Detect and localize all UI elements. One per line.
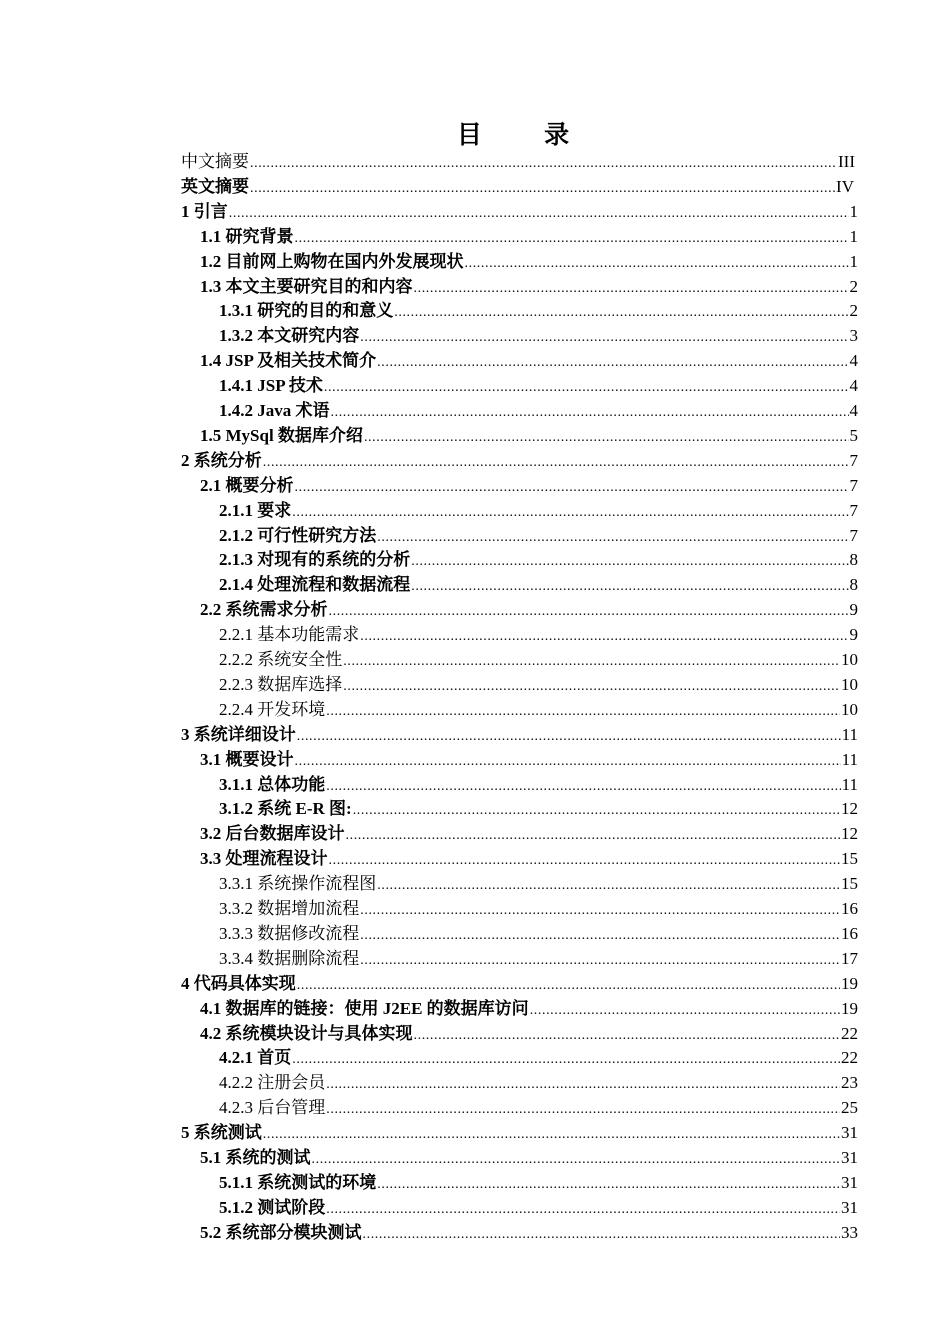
toc-entry-page: 16 [841,899,858,918]
toc-entry-label [200,425,363,447]
dot-leader [326,1097,840,1119]
toc-entry-label [219,1047,291,1069]
toc-entry-text: 处理流程和数据流程 [257,575,411,595]
toc-entry-label [181,450,262,472]
toc-entry-number: 4.2.1 [219,1048,253,1068]
toc-entry-label [181,724,296,746]
toc-entry-text: 要求 [257,500,292,520]
toc-entry-text: 引言 [193,201,228,221]
toc-entry[interactable] [219,397,858,422]
toc-entry[interactable] [219,696,858,721]
dot-leader [530,998,840,1020]
toc-entry-number: 3.2 [200,824,222,844]
toc-entry-text: 系统的测试 [225,1148,311,1167]
dot-leader [297,973,840,995]
toc-entry-text: 基本功能需求 [257,625,360,645]
toc-entry-label [181,973,296,995]
dot-leader [329,848,841,870]
toc-entry-label [200,251,464,273]
dot-leader [465,251,849,273]
dot-leader [331,400,849,422]
toc-entry[interactable] [181,447,858,472]
dot-leader [312,1147,841,1169]
toc-entry-number: 1.3.2 [219,326,253,346]
toc-entry-number: 5.2 [200,1222,222,1242]
toc-entry-number: 3 [181,724,190,744]
toc-entry-label [200,1222,362,1244]
dot-leader [295,475,849,497]
dot-leader [326,699,840,721]
toc-entry-label [219,400,330,422]
toc-entry-label [200,350,376,372]
toc-entry-page: 5 [849,425,858,445]
toc-entry-page: 4 [849,401,858,420]
toc-entry-text: 对现有的系统的分析 [257,550,411,570]
toc-entry-text: 后台管理 [257,1098,326,1118]
toc-entry[interactable] [219,895,858,920]
toc-entry-text: 系统详细设计 [193,724,296,744]
toc-entry-page: 31 [841,1148,858,1167]
toc-entry-number: 1.2 [200,251,222,271]
toc-entry-number: 3.1.1 [219,774,253,794]
toc-entry-number: 1.4.1 [219,376,253,396]
toc-entry-page: 31 [841,1123,858,1143]
toc-entry-number: 2.1.2 [219,525,253,545]
dot-leader [360,325,848,347]
toc-entry[interactable] [200,472,858,497]
dot-leader [324,375,849,397]
toc-entry-text: 注册会员 [257,1073,326,1093]
toc-entry-text: 系统安全性 [257,650,343,669]
toc-entry-label [219,525,376,547]
toc-entry[interactable] [219,1069,858,1094]
toc-entry[interactable] [219,522,858,547]
toc-entry-text: 处理流程设计 [225,849,328,869]
toc-entry-number: 4.2 [200,1023,222,1043]
dot-leader [292,1047,840,1069]
toc-entry-number: 4.2.2 [219,1073,253,1093]
toc-entry[interactable] [219,795,858,820]
toc-entry-page: 7 [849,450,858,470]
dot-leader [353,798,840,820]
toc-entry[interactable] [200,845,858,870]
dot-leader [411,574,848,596]
toc-entry[interactable] [219,671,858,696]
toc-entry-page: 22 [841,1023,858,1043]
toc-entry-page: 7 [849,500,858,520]
toc-entry-page: 22 [841,1048,858,1068]
toc-entry-label [181,201,228,223]
toc-entry-page: 17 [841,948,858,968]
toc-entry-text: 数据库的链接：使用 J2EE 的数据库访问 [225,998,529,1018]
toc-entry[interactable] [181,173,854,198]
toc-entry-page: 31 [841,1197,858,1217]
toc-entry-text: 数据增加流程 [257,899,360,918]
toc-entry-page: 15 [841,849,858,869]
toc-entry[interactable] [200,1020,858,1045]
toc-entry[interactable] [181,970,858,995]
toc-entry-text: 本文研究内容 [257,326,360,346]
toc-entry-number: 2.2.2 [219,650,253,669]
toc-entry-number: 5.1.1 [219,1172,253,1192]
toc-entry-number: 3.3.2 [219,899,253,918]
toc-entry-number: 1.3 [200,276,222,296]
dot-leader [377,350,848,372]
dot-leader [377,1172,840,1194]
toc-entry-label [181,151,249,173]
toc-entry-text: 开发环境 [257,699,326,719]
toc-entry-text: 研究背景 [225,226,294,246]
dot-leader [229,201,849,223]
toc-entry-number: 3.3.3 [219,923,253,943]
toc-entry-number: 2 [181,450,190,470]
toc-entry[interactable] [219,1094,858,1119]
toc-entry-text: 系统部分模块测试 [225,1222,362,1242]
toc-entry-page: 9 [849,625,858,645]
toc-entry-page: 33 [841,1222,858,1242]
toc-entry-page: 7 [849,525,858,545]
toc-entry-label [181,176,249,198]
toc-entry-number: 2.2.1 [219,625,253,645]
toc-entry-page: 23 [841,1073,858,1093]
toc-entry[interactable] [219,1194,858,1219]
toc-entry-page: 4 [849,351,858,371]
toc-entry[interactable] [200,223,858,248]
toc-entry[interactable] [200,1219,858,1244]
toc-entry[interactable] [200,1144,858,1169]
toc-entry-label [200,823,345,845]
dot-leader [364,425,849,447]
toc-entry-label [219,774,325,796]
toc-entry-number: 3.1 [200,749,222,769]
toc-entry-page: 12 [841,799,858,819]
toc-entry-number: 2.1 [200,475,222,495]
toc-entry-page: 9 [849,600,858,620]
toc-entry-number: 1.4 [200,351,222,371]
toc-entry-page: 19 [841,973,858,993]
toc-entry-number: 1.5 [200,425,222,445]
toc-entry-text: 系统 E-R 图: [257,799,352,819]
dot-leader [363,1222,841,1244]
toc-entry-label [219,325,359,347]
dot-leader [329,599,849,621]
toc-entry-page: 7 [849,475,858,495]
toc-entry[interactable] [219,1169,858,1194]
toc-entry-number: 4.1 [200,998,222,1018]
toc-entry-label [200,1147,311,1169]
toc-entry-text: 系统测试的环境 [257,1172,377,1192]
toc-entry[interactable] [181,721,858,746]
toc-entry[interactable] [200,248,858,273]
toc-entry-page: 8 [849,575,858,595]
toc-entry-page: 12 [841,824,858,844]
toc-entry-label [219,898,359,920]
toc-entry[interactable] [219,621,858,646]
toc-entry-text: 概要分析 [225,475,294,495]
toc-entry-page: 10 [841,650,858,669]
toc-entry-page: 2 [849,276,858,296]
toc-entry-text: 测试阶段 [257,1197,326,1217]
toc-entry-label [219,300,393,322]
toc-entry-page: 11 [841,749,858,769]
toc-entry-text: 数据库选择 [257,674,343,694]
dot-leader [263,1122,840,1144]
toc-entry-label [219,1097,325,1119]
toc-entry-page: 31 [841,1172,858,1192]
toc-entry-text: 后台数据库设计 [225,824,345,844]
toc-entry-number: 2.1.3 [219,550,253,570]
toc-entry-number: 5 [181,1123,190,1143]
toc-entry-text: MySql 数据库介绍 [225,425,363,445]
toc-entry-label [200,226,294,248]
dot-leader [250,151,837,173]
toc-entry-number: 1.1 [200,226,222,246]
toc-entry-text: 系统分析 [193,450,262,470]
toc-entry-page: 15 [841,874,858,894]
toc-entry[interactable] [219,771,858,796]
toc-entry-number: 3.1.2 [219,799,253,819]
toc-entry-text: 数据删除流程 [257,948,360,968]
dot-leader [360,624,848,646]
toc-entry-text: Java 术语 [257,401,330,420]
toc-entry[interactable] [200,820,858,845]
toc-entry[interactable] [219,297,858,322]
dot-leader [360,923,840,945]
dot-leader [414,1023,841,1045]
dot-leader [377,525,848,547]
toc-entry-label [200,475,294,497]
toc-entry-number: 2.1.4 [219,575,253,595]
toc-entry[interactable] [200,596,858,621]
toc-entry-number: 4.2.3 [219,1098,253,1118]
toc-entry-number: 1.4.2 [219,401,253,420]
toc-entry-page: 19 [841,998,858,1018]
toc-entry[interactable] [200,347,858,372]
toc-entry-text: 目前网上购物在国内外发展现状 [225,251,464,271]
dot-leader [377,873,840,895]
toc-entry-label [181,1122,262,1144]
toc-entry-number: 2.1.1 [219,500,253,520]
toc-entry-label [219,549,410,571]
dot-leader [346,823,841,845]
toc-entry-number: 1 [181,201,190,221]
dot-leader [250,176,835,198]
toc-entry-label [219,624,359,646]
toc-entry-label [219,1197,325,1219]
toc-entry[interactable] [219,571,858,596]
toc-entry-page: 1 [849,251,858,271]
toc-entry-text: 代码具体实现 [193,973,296,993]
dot-leader [326,1072,840,1094]
toc-entry[interactable] [200,422,858,447]
dot-leader [326,774,840,796]
toc-entry[interactable] [219,546,858,571]
toc-entry-label [200,599,328,621]
toc-entry-label [219,500,291,522]
toc-entry-text: 总体功能 [257,774,326,794]
toc-entry-text: 中文摘要 [181,152,249,171]
dot-leader [263,450,849,472]
toc-entry-page: 1 [849,226,858,246]
toc-entry-label [219,923,359,945]
toc-entry-page: 10 [841,699,858,719]
dot-leader [360,948,840,970]
dot-leader [414,276,849,298]
toc-entry[interactable] [219,497,858,522]
toc-entry-text: 研究的目的和意义 [257,301,394,321]
toc-entry[interactable] [219,646,858,671]
toc-entry[interactable] [219,920,858,945]
toc-entry-page: 4 [849,376,858,396]
toc-entry-number: 2.2.4 [219,699,253,719]
toc-entry-page: III [838,152,855,171]
toc-entry-page: 16 [841,923,858,943]
toc-entry-text: 系统模块设计与具体实现 [225,1023,413,1043]
toc-entry[interactable] [200,995,858,1020]
toc-title: 目 录 [456,122,598,149]
dot-leader [326,1197,840,1219]
dot-leader [295,749,841,771]
toc-entry-page: 11 [841,774,858,794]
toc-entry-label [200,848,328,870]
toc-entry-page: 1 [849,201,858,221]
dot-leader [297,724,841,746]
toc-entry-page: 11 [841,724,858,744]
toc-entry-label [219,375,323,397]
toc-entry-label [219,699,325,721]
toc-entry-number: 3.3.4 [219,948,253,968]
toc-entry[interactable] [200,746,858,771]
toc-entry-label [219,798,352,820]
toc-entry-label [219,649,342,671]
toc-entry-number: 3.3 [200,849,222,869]
toc-entry-label [200,749,294,771]
dot-leader [292,500,848,522]
dot-leader [343,649,840,671]
dot-leader [295,226,849,248]
toc-entry-number: 5.1.2 [219,1197,253,1217]
toc-entry-text: 本文主要研究目的和内容 [225,276,413,296]
toc-entry-number: 3.3.1 [219,874,253,894]
toc-entry-text: 概要设计 [225,749,294,769]
toc-entry-text: JSP 及相关技术简介 [225,351,377,371]
toc-entry-text: 英文摘要 [181,176,249,196]
toc-entry-number: 2.2 [200,600,222,620]
dot-leader [343,674,840,696]
toc-entry-text: 系统操作流程图 [257,874,377,894]
toc-entry-label [219,948,359,970]
toc-entry[interactable] [219,870,858,895]
toc-entry-page: IV [836,176,854,196]
toc-entry-text: 可行性研究方法 [257,525,377,545]
toc-entry-page: 3 [849,326,858,346]
toc-entry-label [219,1172,376,1194]
toc-entry-page: 8 [849,550,858,570]
dot-leader [411,549,848,571]
toc-entry-text: 数据修改流程 [257,923,360,943]
toc-entry-text: JSP 技术 [257,376,323,396]
toc-entry-label [219,873,376,895]
toc-entry[interactable] [219,322,858,347]
toc-entry-label [200,1023,413,1045]
toc-entry-label [219,574,410,596]
toc-entry-label [200,276,413,298]
toc-entry-text: 系统需求分析 [225,600,328,620]
toc-entry[interactable] [181,198,858,223]
toc-entry-label [200,998,529,1020]
toc-entry[interactable] [181,1119,858,1144]
toc-entry-number: 1.3.1 [219,301,253,321]
toc-entry[interactable] [219,372,858,397]
toc-entry[interactable] [200,273,858,298]
toc-entry-number: 5.1 [200,1148,222,1167]
toc-entry[interactable] [219,945,858,970]
toc-entry-text: 系统测试 [193,1123,262,1143]
toc-entry-page: 2 [849,301,858,321]
toc-entry[interactable] [219,1044,858,1069]
toc-entry-page: 25 [841,1098,858,1118]
dot-leader [360,898,840,920]
toc-entry[interactable] [181,148,855,173]
toc-entry-page: 10 [841,674,858,694]
toc-entry-text: 首页 [257,1048,292,1068]
toc-entry-label [219,674,342,696]
toc-entry-number: 4 [181,973,190,993]
toc-entry-label [219,1072,325,1094]
toc-entry-number: 2.2.3 [219,674,253,694]
dot-leader [394,300,848,322]
